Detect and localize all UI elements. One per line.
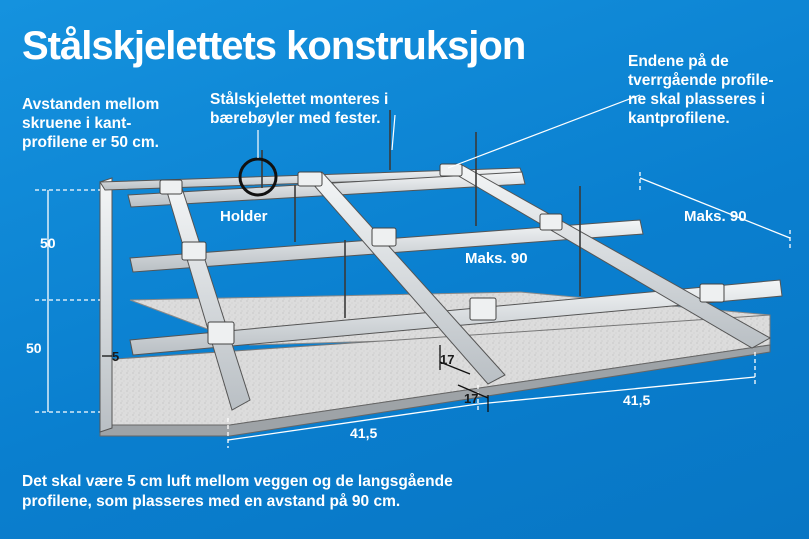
dimension-wall-gap: 5 <box>112 349 120 364</box>
holder-label: Holder <box>220 208 268 225</box>
dimension-left-upper: 50 <box>40 235 56 251</box>
max-spacing-middle-label: Maks. 90 <box>465 250 528 267</box>
page-title: Stålskjelettets konstruksjon <box>22 24 526 68</box>
dimension-bottom-right: 41,5 <box>623 392 651 408</box>
dimension-profile-upper: 17 <box>440 352 455 367</box>
dimension-left-lower: 50 <box>26 340 42 356</box>
footer-note: Det skal være 5 cm luft mellom veggen og de langsgående profilene, som plasseres med en avstand på 90 cm. <box>22 473 453 510</box>
wall-edge-profile-left <box>100 178 112 432</box>
dimension-bottom-left: 41,5 <box>350 425 378 441</box>
note-profile-ends: Endene på de tverrgående profile- ne skal plasseres i kantprofilene. <box>628 53 774 127</box>
dimension-profile-lower: 17 <box>464 391 479 406</box>
note-mounting: Stålskjelettet monteres i bærebøyler med fester. <box>210 91 389 127</box>
note-screw-spacing: Avstanden mellom skruene i kant- profilene er 50 cm. <box>22 96 160 151</box>
max-spacing-right-label: Maks. 90 <box>684 208 747 225</box>
